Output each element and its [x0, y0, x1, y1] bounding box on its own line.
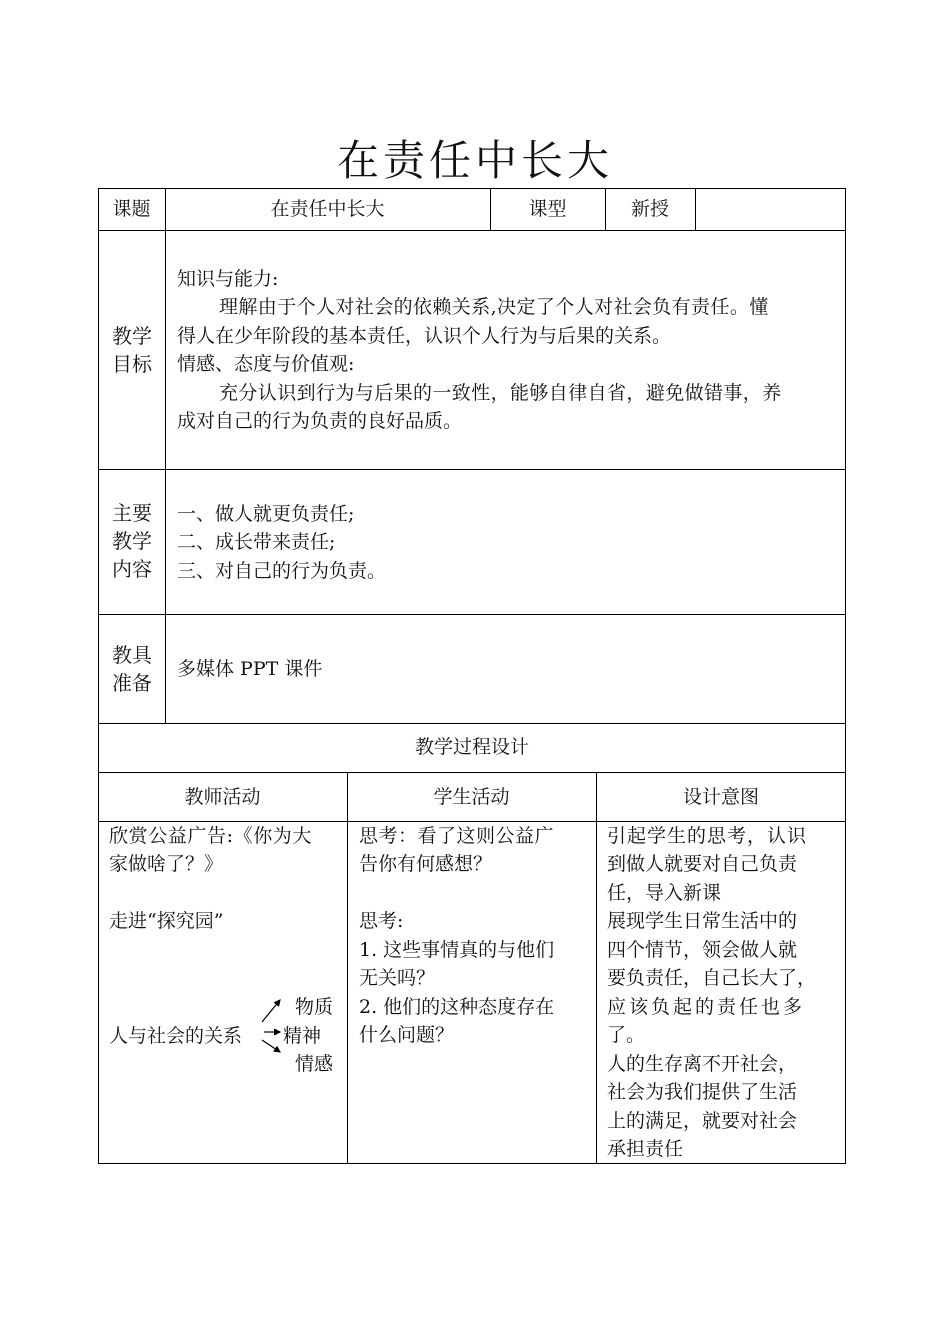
col-intent-header: 设计意图	[682, 786, 759, 808]
objectives-label-line2: 目标	[112, 352, 152, 376]
student-line: 2. 他们的这种态度存在	[359, 996, 555, 1018]
col-divider	[695, 188, 696, 230]
intent-line: 应该负起的责任也多	[607, 996, 806, 1018]
row-divider	[98, 469, 846, 470]
student-line: 什么问题？	[359, 1024, 455, 1046]
intent-line: 了。	[607, 1024, 646, 1046]
intent-line: 展现学生日常生活中的	[607, 910, 798, 932]
row-divider	[98, 230, 846, 231]
teacher-line: 家做啥了？》	[109, 853, 224, 875]
content-label	[99, 499, 165, 583]
process-heading: 教学过程设计	[414, 736, 529, 758]
intent-line: 人的生存离不开社会，	[607, 1053, 798, 1075]
teacher-line: 走进“探究园”	[109, 910, 224, 932]
diagram-root: 人与社会的关系	[109, 1025, 243, 1047]
intent-line: 到做人就要对自己负责	[607, 853, 798, 875]
page-title: 在责任中长大	[336, 136, 613, 185]
col-teacher-header: 教师活动	[184, 786, 261, 808]
content-label-line1: 主要	[112, 501, 152, 525]
tools-value: 多媒体 PPT 课件	[177, 658, 323, 680]
intent-line: 上的满足，就要对社会	[607, 1110, 798, 1132]
row-divider	[98, 614, 846, 615]
student-line: 1. 这些事情真的与他们	[359, 939, 555, 961]
content-item: 一、做人就更负责任;	[177, 503, 355, 525]
teacher-line: 欣赏公益广告:《你为大	[109, 825, 313, 847]
col-divider	[165, 188, 166, 723]
tools-label-line2: 准备	[112, 671, 152, 695]
objectives-heading2: 情感、态度与价值观:	[177, 353, 355, 375]
content-item: 二、成长带来责任;	[177, 531, 336, 553]
student-line: 告你有何感想？	[359, 853, 493, 875]
student-line: 无关吗？	[359, 967, 436, 989]
content-label-line3: 内容	[112, 557, 152, 581]
content-item: 三、对自己的行为负责。	[177, 560, 387, 582]
intent-line: 承担责任	[607, 1138, 684, 1160]
topic-label: 课题	[112, 198, 151, 220]
row-divider	[98, 772, 846, 773]
objectives-para2-line2: 成对自己的行为负责的良好品质。	[177, 410, 463, 432]
col-divider	[596, 772, 597, 1164]
tools-label-line1: 教具	[112, 643, 152, 667]
objectives-para1-line2: 得人在少年阶段的基本责任，认识个人行为与后果的关系。	[177, 325, 672, 347]
objectives-label-line1: 教学	[112, 324, 152, 348]
topic-value: 在责任中长大	[270, 198, 385, 220]
intent-line: 引起学生的思考，认识	[607, 825, 808, 847]
type-label: 课型	[528, 198, 567, 220]
objectives-label	[99, 322, 165, 378]
intent-line: 四个情节，领会做人就	[607, 939, 798, 961]
type-value: 新授	[630, 198, 669, 220]
diagram-arrows	[240, 990, 290, 1050]
diagram-branch-material: 物质	[295, 996, 334, 1018]
objectives-heading1: 知识与能力:	[177, 268, 279, 290]
student-line: 思考:	[359, 910, 404, 932]
tools-label	[99, 641, 165, 697]
objectives-para1-line1: 理解由于个人对社会的依赖关系,决定了个人对社会负有责任。懂	[219, 296, 769, 318]
intent-line: 要负责任，自己长大了，	[607, 967, 817, 989]
student-line: 思考：看了这则公益广	[359, 825, 555, 847]
col-divider	[347, 772, 348, 1164]
content-label-line2: 教学	[112, 529, 152, 553]
diagram-branch-spirit: 精神	[283, 1025, 322, 1047]
col-student-header: 学生活动	[433, 786, 510, 808]
diagram-branch-emotion: 情感	[295, 1053, 334, 1075]
intent-line: 社会为我们提供了生活	[607, 1081, 798, 1103]
row-divider	[98, 723, 846, 724]
objectives-para2-line1: 充分认识到行为与后果的一致性，能够自律自省，避免做错事，养	[219, 382, 782, 404]
intent-line: 任，导入新课	[607, 882, 722, 904]
